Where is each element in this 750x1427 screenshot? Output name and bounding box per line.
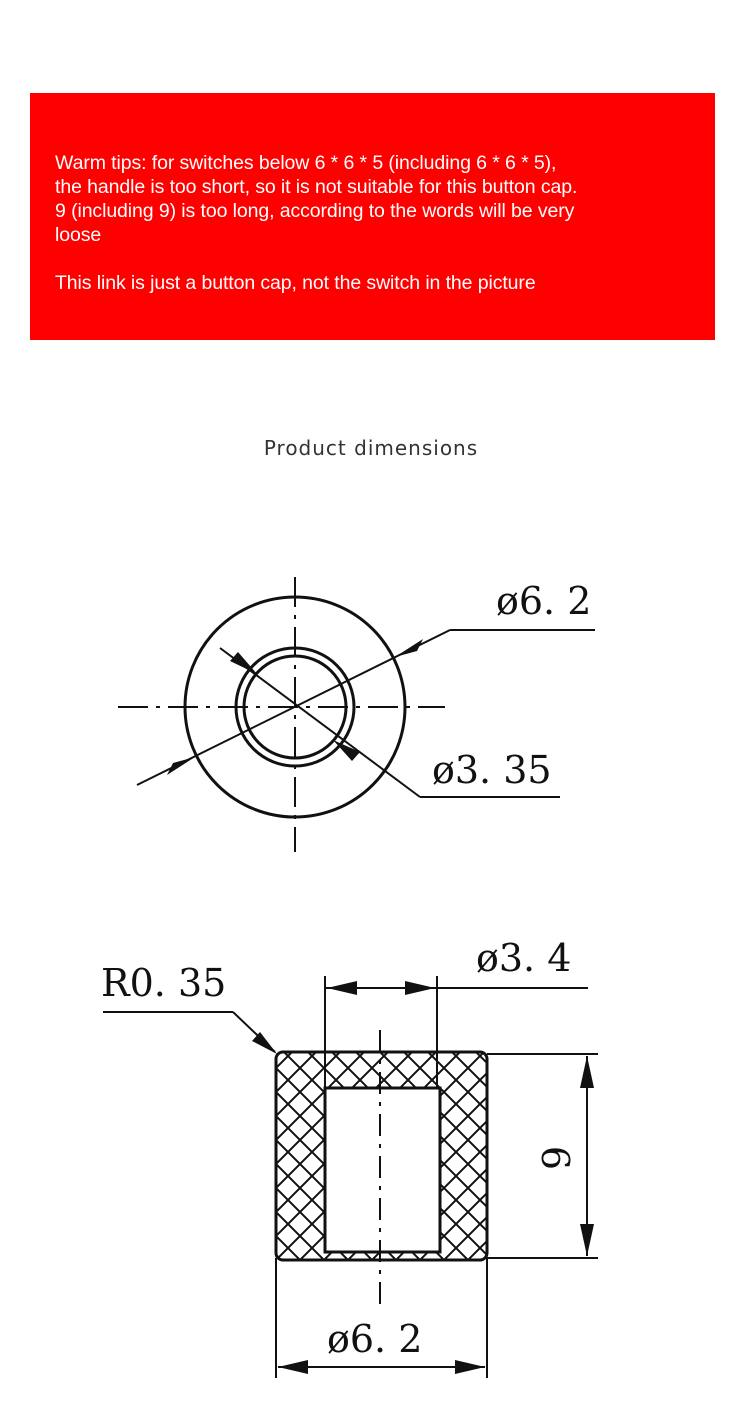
arrow-head (580, 1056, 594, 1088)
arrow-head (230, 652, 257, 674)
disclaimer-text: This link is just a button cap, not the switch in the picture (55, 272, 536, 294)
arrow-head (252, 1032, 277, 1054)
inner-diameter-label: ø3. 35 (432, 748, 552, 792)
outer-diameter-label: ø6. 2 (496, 579, 592, 623)
arrow-head (327, 981, 357, 995)
outer-diameter-bottom-label: ø6. 2 (327, 1317, 423, 1361)
arrow-head (278, 1360, 308, 1374)
bore-outline (325, 1088, 440, 1252)
arrow-head (580, 1224, 594, 1256)
section-title: Product dimensions (263, 436, 479, 460)
arrow-head (455, 1360, 485, 1374)
arrow-head (405, 981, 435, 995)
height-label: 6 (533, 1145, 577, 1171)
side-view (101, 936, 598, 1378)
arrow-head (167, 757, 195, 775)
bore-diameter-label: ø3. 4 (476, 936, 572, 980)
top-view (118, 577, 595, 852)
warning-text: Warm tips: for switches below 6 * 6 * 5 (including 6 * 6 * 5), the handle is too short, so it is not suitable for this button cap. 9 (including 9) is too long, according to the words will be very loose (55, 152, 578, 246)
radius-label: R0. 35 (101, 961, 227, 1005)
